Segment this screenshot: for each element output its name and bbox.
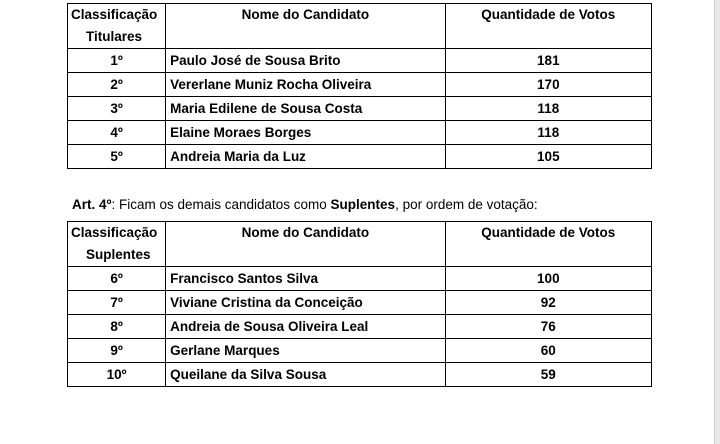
table-header-row <box>68 4 652 49</box>
votes-cell: 181 <box>445 49 651 73</box>
candidate-name-cell: Elaine Moraes Borges <box>166 121 445 145</box>
candidate-name-cell: Andreia de Sousa Oliveira Leal <box>166 315 445 339</box>
table-row <box>68 291 652 315</box>
votes-cell: 76 <box>445 315 651 339</box>
candidate-name-cell: Viviane Cristina da Conceição <box>166 291 445 315</box>
votes-cell: 118 <box>445 121 651 145</box>
table-row <box>68 267 652 291</box>
rank-cell: 10º <box>68 363 166 387</box>
classification-header-line2: Suplentes <box>86 247 151 262</box>
table-row <box>68 145 652 169</box>
table-row <box>68 73 652 97</box>
classification-header <box>68 222 166 267</box>
classification-header-line2: Titulares <box>86 29 143 44</box>
votes-cell: 60 <box>445 339 651 363</box>
article-text-before: : Ficam os demais candidatos como <box>111 197 331 212</box>
article-bold-word: Suplentes <box>330 197 396 212</box>
rank-cell: 5º <box>68 145 166 169</box>
votes-cell: 59 <box>445 363 651 387</box>
table-row <box>68 97 652 121</box>
suplentes-table <box>67 221 652 387</box>
candidate-name-cell: Andreia Maria da Luz <box>166 145 445 169</box>
votes-cell: 92 <box>445 291 651 315</box>
table-row <box>68 339 652 363</box>
article-4-paragraph <box>72 197 538 212</box>
table-row <box>68 363 652 387</box>
votes-cell: 170 <box>445 73 651 97</box>
candidate-name-header: Nome do Candidato <box>166 222 445 267</box>
candidate-name-cell: Francisco Santos Silva <box>166 267 445 291</box>
candidate-name-header: Nome do Candidato <box>166 4 445 49</box>
votes-header: Quantidade de Votos <box>445 4 651 49</box>
rank-cell: 7º <box>68 291 166 315</box>
titulares-table <box>67 3 652 169</box>
rank-cell: 3º <box>68 97 166 121</box>
votes-cell: 105 <box>445 145 651 169</box>
classification-header-line1: Classificação <box>71 7 158 22</box>
candidate-name-cell: Paulo José de Sousa Brito <box>166 49 445 73</box>
rank-cell: 6º <box>68 267 166 291</box>
rank-cell: 2º <box>68 73 166 97</box>
table-header-row <box>68 222 652 267</box>
rank-cell: 8º <box>68 315 166 339</box>
votes-cell: 100 <box>445 267 651 291</box>
candidate-name-cell: Maria Edilene de Sousa Costa <box>166 97 445 121</box>
table-row <box>68 49 652 73</box>
classification-header-line1: Classificação <box>71 225 158 240</box>
votes-cell: 118 <box>445 97 651 121</box>
article-text-after: , por ordem de votação: <box>395 197 538 212</box>
table-row <box>68 315 652 339</box>
candidate-name-cell: Vererlane Muniz Rocha Oliveira <box>166 73 445 97</box>
candidate-name-cell: Gerlane Marques <box>166 339 445 363</box>
classification-header <box>68 4 166 49</box>
votes-header: Quantidade de Votos <box>445 222 651 267</box>
candidate-name-cell: Queilane da Silva Sousa <box>166 363 445 387</box>
article-label: Art. 4º <box>72 197 112 212</box>
table-row <box>68 121 652 145</box>
rank-cell: 1º <box>68 49 166 73</box>
rank-cell: 4º <box>68 121 166 145</box>
rank-cell: 9º <box>68 339 166 363</box>
